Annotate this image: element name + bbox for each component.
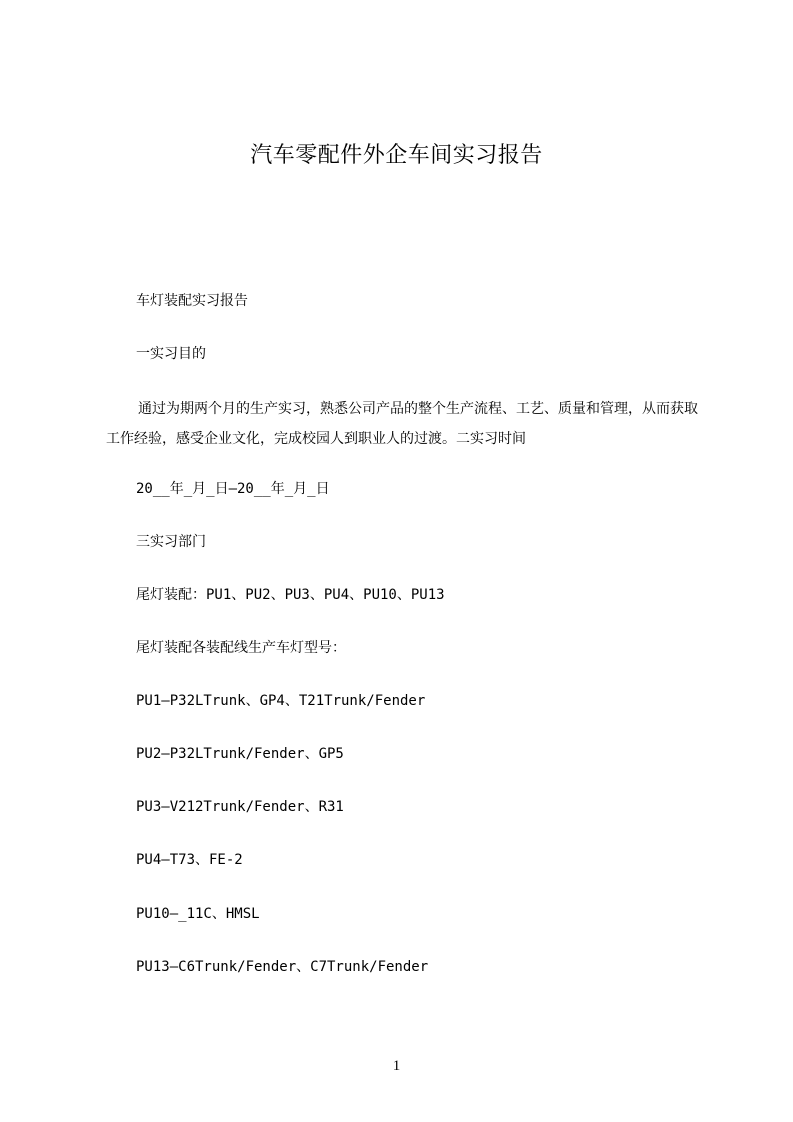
section-heading-report: 车灯装配实习报告 [136,293,248,309]
list-item-pu10: PU10—_11C、HMSL [136,906,260,922]
paragraph-dates: 20__年_月_日—20__年_月_日 [136,481,330,497]
page-number: 1 [392,1058,401,1074]
paragraph-assembly-lines: 尾灯装配：PU1、PU2、PU3、PU4、PU10、PU13 [136,587,445,603]
section-heading-department: 三实习部门 [136,534,206,550]
paragraph-models-heading: 尾灯装配各装配线生产车灯型号： [136,640,346,656]
list-item-pu13: PU13—C6Trunk/Fender、C7Trunk/Fender [136,959,429,975]
document-title: 汽车零配件外企车间实习报告 [250,143,543,168]
list-item-pu4: PU4—T73、FE-2 [136,852,243,868]
list-item-pu1: PU1—P32LTrunk、GP4、T21Trunk/Fender [136,693,426,709]
section-heading-purpose: 一实习目的 [136,346,206,362]
list-item-pu3: PU3—V212Trunk/Fender、R31 [136,799,344,815]
list-item-pu2: PU2—P32LTrunk/Fender、GP5 [136,746,344,762]
paragraph-purpose: 通过为期两个月的生产实习，熟悉公司产品的整个生产流程、工艺、质量和管理，从而获取工作经验，感受企业文化，完成校园人到职业人的过渡。二实习时间 [106,401,698,447]
